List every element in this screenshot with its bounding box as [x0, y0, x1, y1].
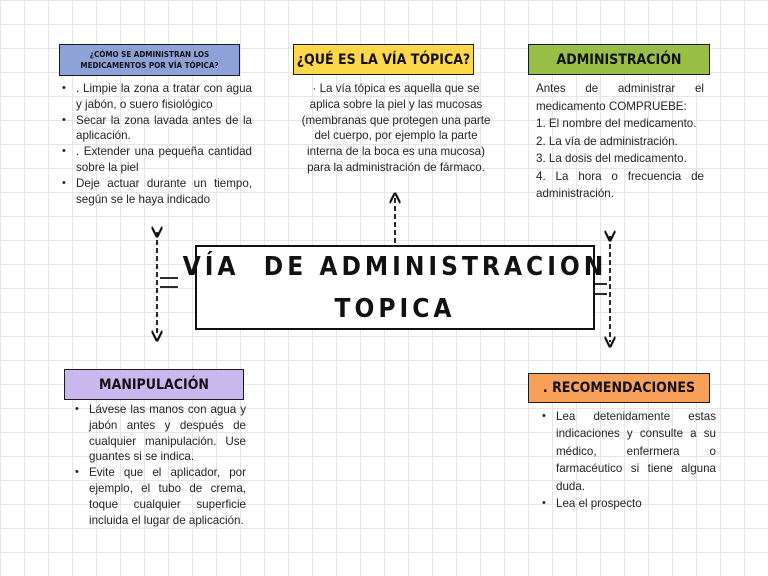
como-title: ¿CÓMO SE ADMINISTRAN LOS MEDICAMENTOS POR VÍA TÓPICA?	[80, 50, 219, 70]
que-text: · La vía tópica es aquella que se aplica sobre la piel y las mucosas (membranas que protegen una parte del cuerpo, por ejemplo la parte interna de la boca es una mucosa) para la administración de fármaco.	[301, 82, 491, 174]
admin-line: 1. El nombre del medicamento.	[536, 117, 697, 130]
admin-line: 3. La dosis del medicamento.	[536, 152, 687, 165]
center-title-line1: VÍA DE ADMINISTRACION	[182, 251, 608, 282]
que-header	[293, 44, 474, 75]
admin-title: ADMINISTRACIÓN	[556, 51, 682, 68]
list-item: • Lea detenidamente estas indicaciones y consulte a su médico, enfermera o farmacéutico si tiene alguna duda.	[552, 408, 716, 495]
center-title-box	[182, 245, 608, 330]
admin-line: 2. La vía de administración.	[536, 134, 678, 148]
recom-header	[528, 373, 710, 403]
admin-line: Antes de administrar el medicamento COMPRUEBE:	[536, 82, 704, 113]
que-title: ¿QUÉ ES LA VÍA TÓPICA?	[296, 51, 471, 68]
como-list	[60, 81, 252, 207]
list-item: • Lea el prospecto	[552, 495, 716, 512]
admin-text	[536, 80, 704, 203]
manip-title: MANIPULACIÓN	[99, 376, 209, 393]
recom-list	[540, 408, 716, 512]
list-item: • Secar la zona lavada antes de la aplicación.	[72, 113, 252, 145]
admin-line: 4. La hora o frecuencia de administración.	[536, 169, 704, 200]
manip-list	[73, 402, 246, 528]
list-item: • . Limpie la zona a tratar con agua y jabón, o suero fisiológico	[72, 81, 252, 113]
admin-header	[528, 44, 710, 75]
como-header	[59, 44, 240, 76]
list-item: • Deje actuar durante un tiempo, según se le haya indicado	[72, 176, 252, 208]
recom-title: . RECOMENDACIONES	[542, 380, 696, 396]
list-item: • Lávese las manos con agua y jabón antes y después de cualquier manipulación. Use guantes si se indica.	[85, 402, 246, 465]
center-title-line2: TOPICA	[334, 293, 456, 324]
list-item: • Evite que el aplicador, por ejemplo, el tubo de crema, toque cualquier superficie incluida el lugar de aplicación.	[85, 465, 246, 528]
list-item: • . Extender una pequeña cantidad sobre la piel	[72, 144, 252, 176]
manip-header	[64, 369, 244, 400]
center-title	[183, 246, 608, 330]
